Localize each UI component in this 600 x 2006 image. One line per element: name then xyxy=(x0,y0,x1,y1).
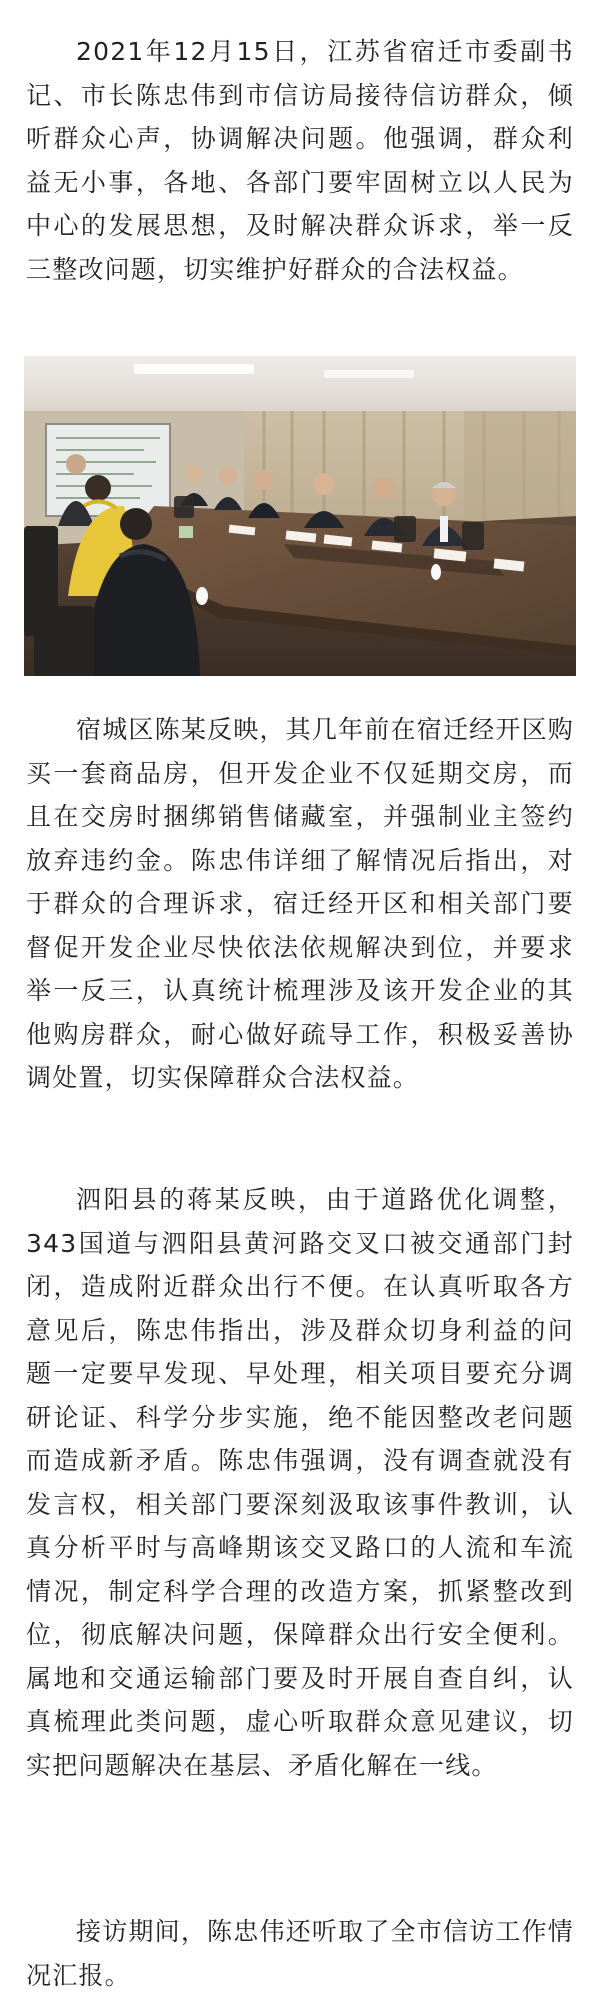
paragraph-4: 接访期间，陈忠伟还听取了全市信访工作情况汇报。 xyxy=(26,1917,574,1990)
tissue-box xyxy=(179,526,193,538)
meeting-photo-illustration xyxy=(24,356,576,676)
ceiling-light xyxy=(134,364,254,374)
paragraph-3: 泗阳县的蒋某反映，由于道路优化调整，343国道与泗阳县黄河路交叉口被交通部门封闭，造成附近群众出行不便。在认真听取各方意见后，陈忠伟指出，涉及群众切身利益的问题一定要早发现、早处理，相关项目要充分调研论证、科学分步实施，绝不能因整改老问题而造成新矛盾。陈忠伟强调，没有调查就没有发言权，相关部门要深刻汲取该事件教训，认真分析平时与高峰期该交叉路口的人流和车流情况，制定科学合理的改造方案，抓紧整改到位，彻底解决问题，保障群众出行安全便利。属地和交通运输部门要及时开展自查自纠，认真梳理此类问题，虚心听取群众意见建议，切实把问题解决在基层、矛盾化解在一线。 xyxy=(26,1185,574,1780)
paragraph-1: 2021年12月15日，江苏省宿迁市委副书记、市长陈忠伟到市信访局接待信访群众，倾听群众心声，协调解决问题。他强调，群众利益无小事，各地、各部门要牢固树立以人民为中心的发展思想，及时解决群众诉求，举一反三整改问题，切实维护好群众的合法权益。 xyxy=(26,37,574,284)
ceiling-light xyxy=(324,370,414,378)
cup xyxy=(196,587,208,605)
paragraph-2: 宿城区陈某反映，其几年前在宿迁经开区购买一套商品房，但开发企业不仅延期交房，而且在交房时捆绑销售储藏室，并强制业主签约放弃违约金。陈忠伟详细了解情况后指出，对于群众的合理诉求，宿迁经开区和相关部门要督促开发企业尽快依法依规解决到位，并要求举一反三，认真统计梳理涉及该开发企业的其他购房群众，耐心做好疏导工作，积极妥善协调处置，切实保障群众合法权益。 xyxy=(26,715,574,1092)
ceiling xyxy=(24,356,576,416)
meeting-photo xyxy=(24,356,576,676)
cup xyxy=(431,564,441,580)
